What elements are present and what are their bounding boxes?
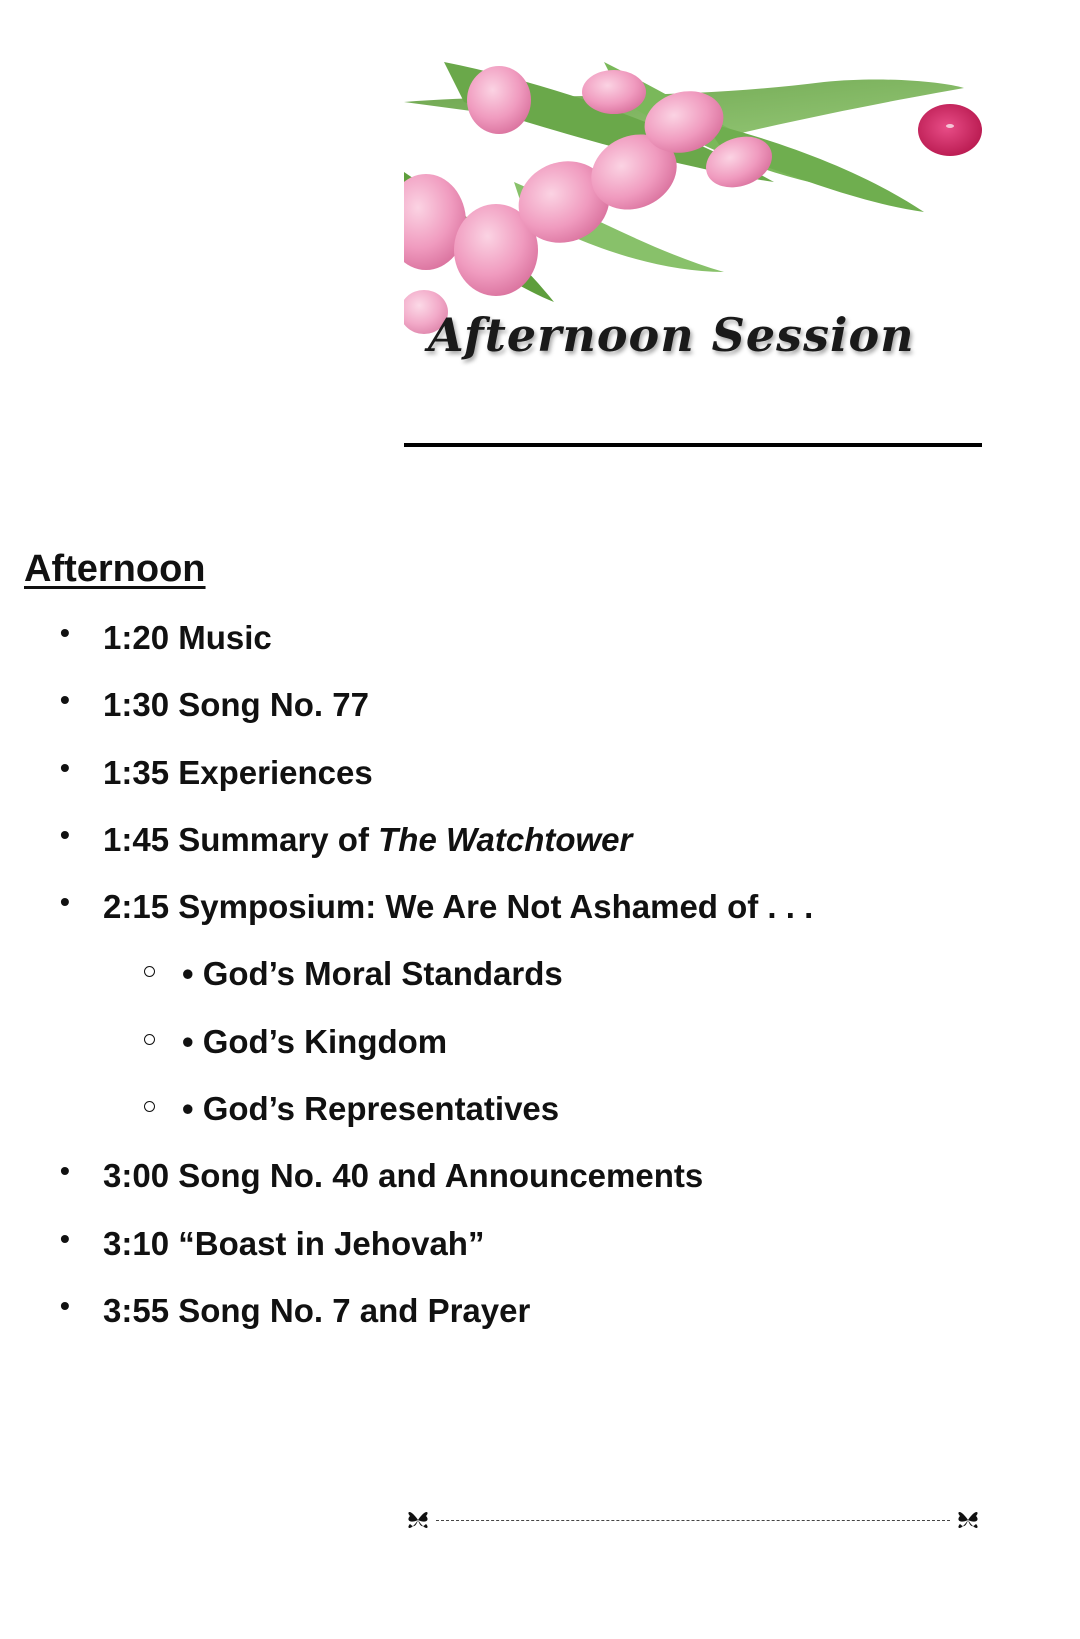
bullet-icon: • bbox=[60, 818, 70, 850]
bullet-icon: • bbox=[60, 1155, 70, 1187]
circle-bullet-icon bbox=[144, 966, 155, 977]
fleuron-ornament-icon bbox=[404, 1506, 432, 1534]
symposium-part: • God’s Representatives bbox=[182, 1090, 560, 1128]
symposium-part: • God’s Kingdom bbox=[182, 1022, 448, 1060]
bullet-icon: • bbox=[60, 684, 70, 716]
publication-title: The Watchtower bbox=[378, 820, 633, 858]
ornamental-divider bbox=[404, 1500, 982, 1540]
list-item bbox=[0, 815, 1080, 882]
list-item bbox=[0, 882, 1080, 949]
sub-list-item bbox=[0, 949, 1080, 1016]
schedule-entry: 1:35 Experiences bbox=[103, 753, 373, 791]
banner-title: Afternoon Session bbox=[428, 308, 915, 362]
bullet-icon: • bbox=[60, 617, 70, 648]
circle-bullet-icon bbox=[144, 1101, 155, 1112]
symposium-part: • God’s Moral Standards bbox=[182, 955, 563, 993]
schedule-entry: 1:45 Summary of The Watchtower bbox=[103, 820, 633, 858]
list-item bbox=[0, 1286, 1080, 1353]
horizontal-rule bbox=[404, 443, 982, 447]
sub-list-item bbox=[0, 1017, 1080, 1084]
sub-list-item bbox=[0, 1084, 1080, 1151]
schedule-entry: 1:30 Song No. 77 bbox=[103, 686, 369, 724]
dashed-line bbox=[436, 1520, 950, 1521]
bullet-icon: • bbox=[60, 1289, 70, 1321]
schedule-entry: 1:20 Music bbox=[103, 619, 272, 656]
list-item bbox=[0, 1151, 1080, 1218]
schedule-entry: 3:55 Song No. 7 and Prayer bbox=[103, 1291, 531, 1329]
banner-image bbox=[404, 62, 982, 380]
list-item bbox=[0, 613, 1080, 680]
section-heading: Afternoon bbox=[24, 548, 206, 590]
bullet-icon: • bbox=[60, 751, 70, 783]
list-item bbox=[0, 748, 1080, 815]
list-item bbox=[0, 680, 1080, 747]
schedule-entry: 3:00 Song No. 40 and Announcements bbox=[103, 1157, 704, 1195]
list-item bbox=[0, 1219, 1080, 1286]
bullet-icon: • bbox=[60, 886, 70, 918]
schedule-list bbox=[0, 613, 1080, 1353]
bullet-icon: • bbox=[60, 1222, 70, 1254]
schedule-entry: 3:10 “Boast in Jehovah” bbox=[103, 1224, 485, 1262]
circle-bullet-icon bbox=[144, 1034, 155, 1045]
schedule-entry: 2:15 Symposium: We Are Not Ashamed of . . . bbox=[103, 888, 814, 926]
fleuron-ornament-icon bbox=[954, 1506, 982, 1534]
